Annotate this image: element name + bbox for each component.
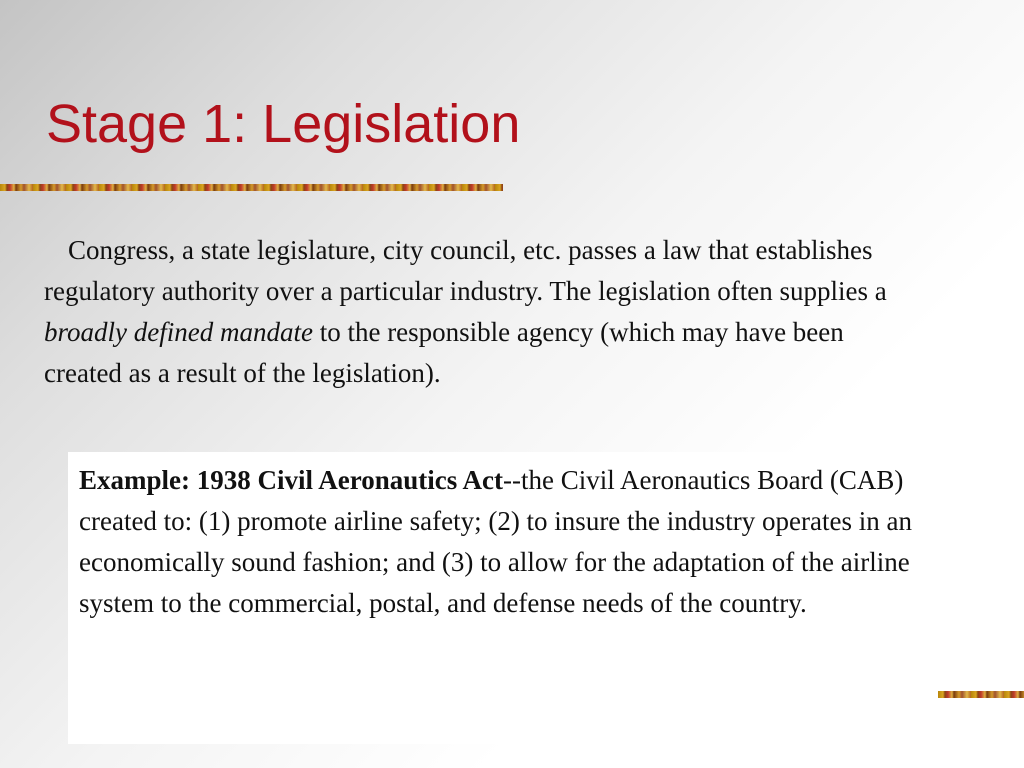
- example-paragraph: [79, 460, 939, 624]
- example-description: --the Civil Aeronautics Board (CAB) created to: (1) promote airline safety; (2) to insure the industry operates in an economically sound fashion; and (3) to allow for the adaptation of the airline system to the commercial, postal, and defense needs of the country.: [79, 465, 912, 618]
- example-box: [68, 452, 940, 744]
- body-paragraph: [44, 230, 924, 394]
- slide-title: Stage 1: Legislation: [46, 94, 521, 154]
- title-divider-rule: [0, 184, 503, 191]
- body-text-conclusion: to the responsible agency (which may have been created as a result of the legislation).: [44, 317, 844, 388]
- body-text-emphasis: broadly defined mandate: [44, 317, 313, 347]
- bottom-decorative-rule: [938, 691, 1024, 698]
- body-text-intro: Congress, a state legislature, city council, etc. passes a law that establishes regulatory authority over a particular industry. The legislation often supplies a: [44, 235, 887, 306]
- example-label: Example: 1938 Civil Aeronautics Act: [79, 465, 503, 495]
